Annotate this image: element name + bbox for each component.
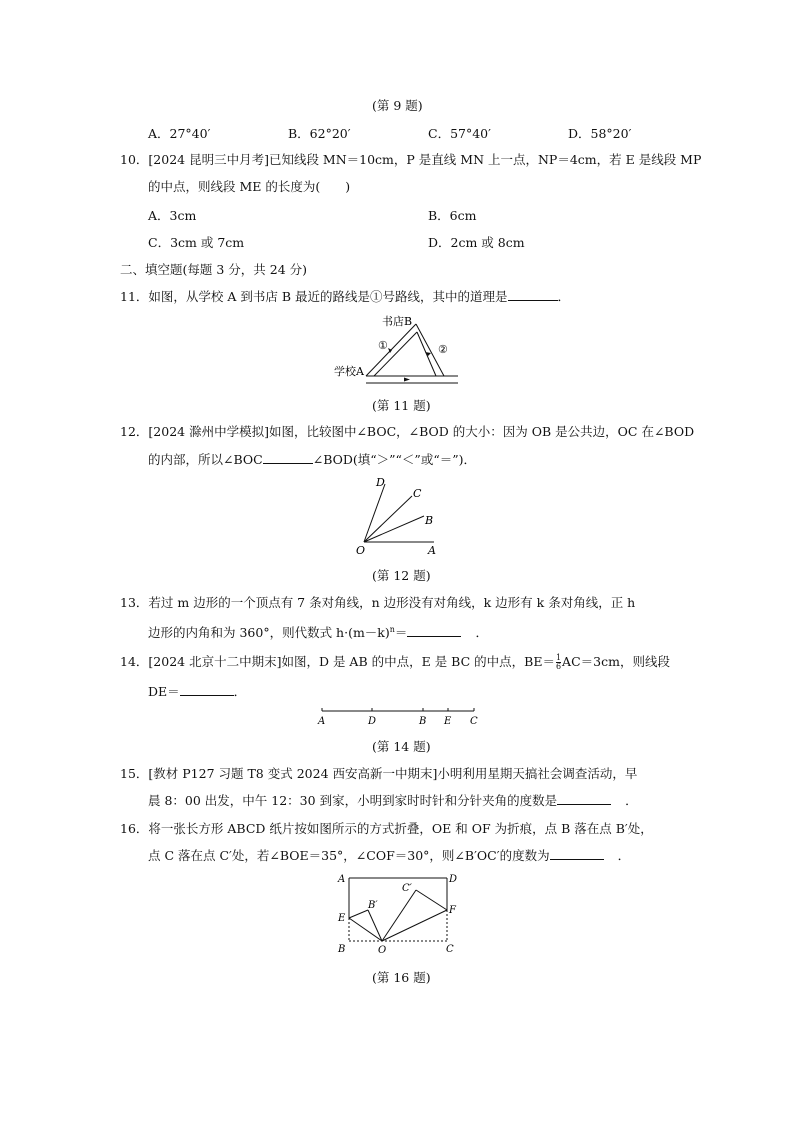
q16-fold-eb1 <box>349 910 368 918</box>
q12-stem-text: 的内部，所以∠BOC <box>148 452 263 467</box>
q14-stem-text-cont: AC＝3cm，则线段 <box>562 654 670 669</box>
q14-stem-text2: DE＝ <box>148 684 180 699</box>
q13-stem-end: ． <box>475 625 488 641</box>
q11-arrow-route2 <box>425 352 431 356</box>
q12-figure <box>352 472 452 560</box>
q16-fold-fc1 <box>416 890 447 910</box>
q16-label-e: E <box>338 913 346 924</box>
q15-answer-blank[interactable] <box>557 792 611 805</box>
q16-figure <box>332 870 462 960</box>
q14-answer-blank[interactable] <box>180 683 234 696</box>
q9-caption: (第 9 题) <box>372 98 423 113</box>
q12-ray-ob <box>364 516 424 542</box>
q16-label-d: D <box>449 874 458 885</box>
q14-fraction <box>556 654 561 671</box>
q11-stem-end: ． <box>557 289 571 304</box>
q16-label-o: O <box>378 945 387 956</box>
q10-stem-line2: 的中点，则线段 ME 的长度为( ) <box>148 179 351 194</box>
q11-caption: (第 11 题) <box>372 398 431 413</box>
q16-caption: (第 16 题) <box>372 970 431 985</box>
q12-ray-oc <box>364 496 412 542</box>
q12-label-a: A <box>428 544 436 557</box>
q10-option-d: D．2cm 或 8cm <box>428 235 525 250</box>
q14-stem-end: ． <box>233 684 247 699</box>
q12-stem-end: ∠BOD(填“＞”“＜”或“＝”)． <box>312 452 476 467</box>
q15-stem-line1: 15．[教材 P127 习题 T8 变式 2024 西安高新一中期末]小明利用星期天搞社会调查活动，早 <box>120 766 638 781</box>
q12-answer-blank[interactable] <box>263 451 313 464</box>
q13-stem-line2 <box>148 621 488 642</box>
q14-label-c: C <box>470 716 478 727</box>
q12-caption: (第 12 题) <box>372 568 431 583</box>
q11-arrow-road <box>404 378 410 382</box>
q12-label-o: O <box>356 544 366 557</box>
q16-label-b: B <box>338 944 346 955</box>
q13-equals: ＝ <box>394 625 408 641</box>
q14-caption: (第 14 题) <box>372 739 431 754</box>
q14-label-a: A <box>318 716 326 727</box>
q16-label-b-prime: B′ <box>368 900 378 911</box>
q11-answer-blank[interactable] <box>508 288 558 301</box>
q12-ray-od <box>364 484 385 542</box>
q9-option-a: A．27°40′ <box>148 126 211 141</box>
q11-stem-text: 11．如图，从学校 A 到书店 B 最近的路线是①号路线，其中的道理是 <box>120 289 508 304</box>
q15-stem-line2 <box>148 792 638 810</box>
q10-stem-line1: 10．[2024 昆明三中月考]已知线段 MN＝10cm，P 是直线 MN 上一点，NP＝4cm，若 E 是线段 MP <box>120 152 702 167</box>
q10-option-b: B．6cm <box>428 208 477 223</box>
q11-label-school: 学校A <box>334 365 364 378</box>
q14-label-e: E <box>444 716 452 727</box>
q11-figure <box>330 312 460 392</box>
q13-stem-line1: 13．若过 m 边形的一个顶点有 7 条对角线，n 边形没有对角线，k 边形有 k 条对角线，正 h <box>120 595 636 610</box>
q11-label-route1: ① <box>378 339 388 352</box>
q9-option-d: D．58°20′ <box>568 126 632 141</box>
q16-label-c: C <box>446 944 454 955</box>
section-fill-in-heading: 二、填空题(每题 3 分，共 24 分) <box>120 262 308 277</box>
q10-option-c: C．3cm 或 7cm <box>148 235 245 250</box>
q12-label-c: C <box>413 487 422 500</box>
q10-option-a: A．3cm <box>148 208 197 223</box>
q9-option-c: C．57°40′ <box>428 126 491 141</box>
q11-stem-line1 <box>120 288 570 306</box>
q12-stem-line2 <box>148 451 476 469</box>
q15-stem-end: ． <box>625 793 638 808</box>
q14-label-d: D <box>368 716 377 727</box>
q16-stem-text: 点 C 落在点 C′处，若∠BOE＝35°，∠COF＝30°，则∠B′OC′的度数为 <box>148 848 550 863</box>
q14-label-b: B <box>419 716 427 727</box>
q14-stem-line1 <box>120 653 670 671</box>
q13-stem-text: 边形的内角和为 360°，则代数式 h·(m－k) <box>148 625 390 641</box>
q9-option-b: B．62°20′ <box>288 126 351 141</box>
q15-stem-text: 晨 8：00 出发，中午 12：30 到家，小明到家时时针和分针夹角的度数是 <box>148 793 558 808</box>
q16-stem-end: ． <box>617 848 631 863</box>
q14-stem-line2 <box>148 683 246 701</box>
q14-figure <box>312 703 482 729</box>
q14-stem-text: 14．[2024 北京十二中期末]如图，D 是 AB 的中点，E 是 BC 的中点，BE＝ <box>120 654 555 669</box>
q16-label-f: F <box>449 905 456 916</box>
q14-fraction-numerator: 1 <box>555 653 562 662</box>
q14-fraction-denominator: 6 <box>555 662 562 671</box>
q16-label-c-prime: C′ <box>402 883 412 894</box>
q12-stem-line1: 12．[2024 滁州中学模拟]如图，比较图中∠BOC，∠BOD 的大小：因为 OB 是公共边，OC 在∠BOD <box>120 424 695 439</box>
q13-exponent: n <box>389 625 395 634</box>
q12-label-b: B <box>425 514 434 527</box>
q13-answer-blank[interactable] <box>407 624 461 637</box>
q16-answer-blank[interactable] <box>550 847 604 860</box>
q12-label-d: D <box>376 476 385 489</box>
q16-stem-line1: 16．将一张长方形 ABCD 纸片按如图所示的方式折叠，OE 和 OF 为折痕，点 B 落在点 B′处， <box>120 821 653 836</box>
q11-label-store: 书店B <box>382 315 413 328</box>
q11-label-route2: ② <box>438 343 448 356</box>
q16-stem-line2 <box>148 847 630 865</box>
q16-label-a: A <box>338 874 346 885</box>
